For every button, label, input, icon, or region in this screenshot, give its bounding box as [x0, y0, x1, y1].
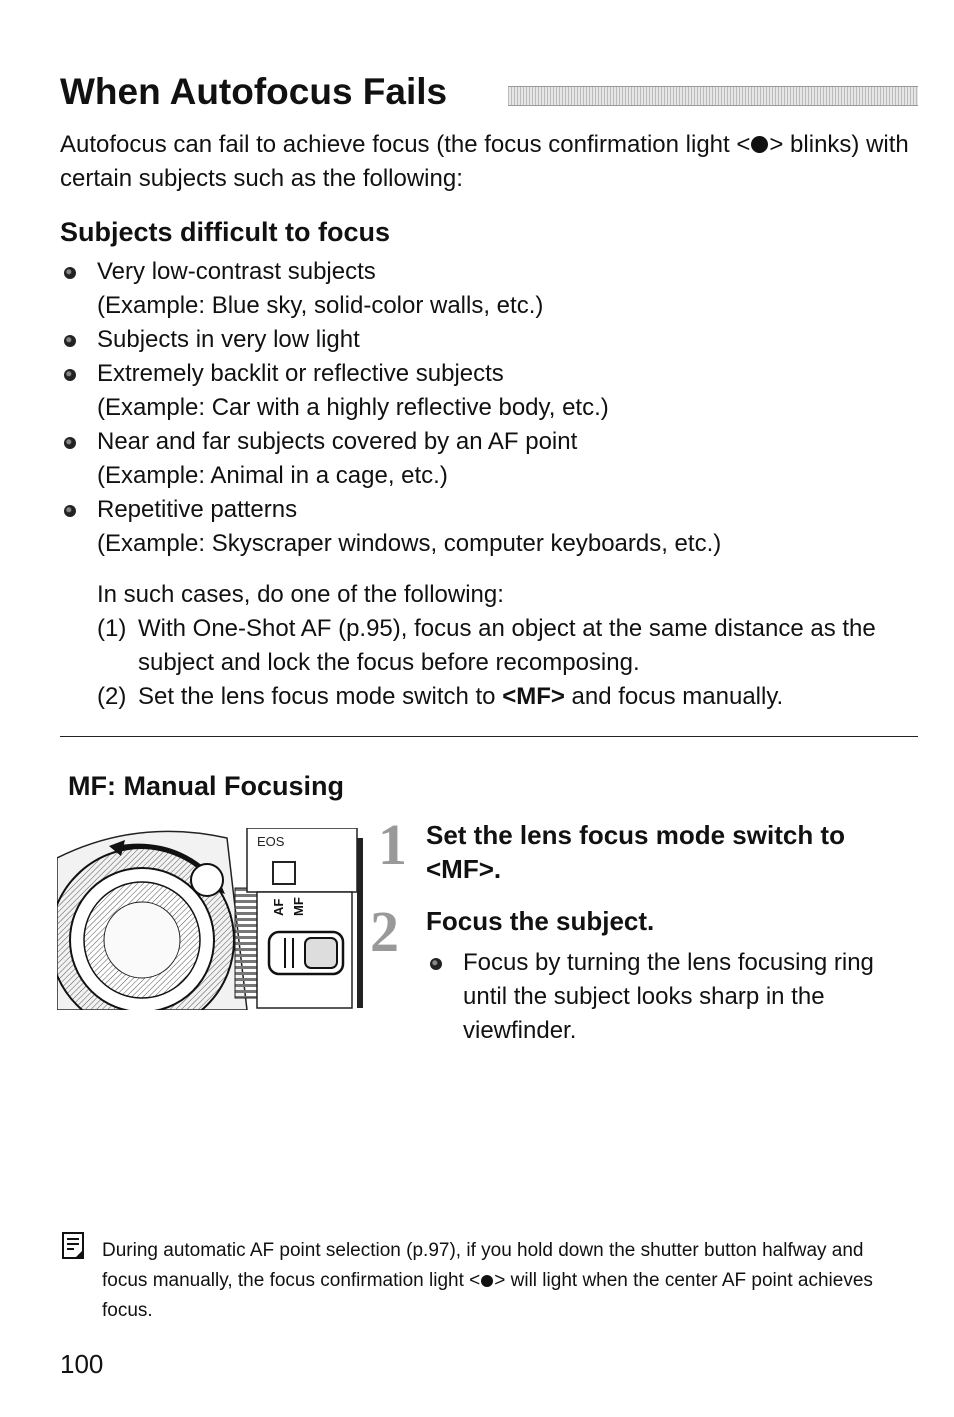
list-item — [60, 425, 910, 493]
intro-text-1: Autofocus can fail to achieve focus (the focus confirmation light < — [60, 131, 751, 158]
bullet-icon — [64, 437, 76, 449]
list-item — [60, 493, 910, 561]
note-icon — [62, 1232, 86, 1260]
bullet-icon — [64, 267, 76, 279]
lens-switch-illustration — [57, 828, 370, 1010]
title-row — [60, 66, 920, 118]
remedy-step-text-post: and focus manually. — [564, 683, 784, 710]
remedy-step-text-pre: Set the lens focus mode switch to — [138, 683, 503, 710]
note-text-2: > will light when the center AF point achieves focus. — [102, 1270, 873, 1321]
note-text — [102, 1236, 892, 1326]
item-example: (Example: Skyscraper windows, computer keyboards, etc.) — [97, 530, 722, 557]
note-text-1: During automatic AF point selection (p.97), if you hold down the shutter button halfway and focus manually, the focus confirmation light < — [102, 1240, 864, 1291]
focus-confirmation-light-icon — [481, 1275, 493, 1287]
item-text: Extremely backlit or reflective subjects — [97, 360, 504, 387]
item-text: Very low-contrast subjects — [97, 258, 376, 285]
remedy-step-text: With One-Shot AF (p.95), focus an object at the same distance as the subject and lock the focus before recomposing. — [138, 615, 876, 676]
step-2-bullets — [426, 946, 896, 1048]
remedy-step-number: (1) — [97, 615, 127, 642]
item-example: (Example: Blue sky, solid-color walls, etc.) — [97, 292, 544, 319]
focus-confirmation-light-icon — [751, 136, 768, 153]
subjects-list — [60, 255, 910, 561]
switch-mf-label: MF — [291, 897, 306, 916]
title-decorative-bar — [508, 86, 918, 106]
item-text: Near and far subjects covered by an AF point — [97, 428, 578, 455]
list-item — [426, 946, 896, 1048]
bullet-icon — [64, 369, 76, 381]
section-divider — [60, 736, 918, 737]
mf-heading: MF: Manual Focusing — [68, 771, 344, 801]
step-2-bullet-text: Focus by turning the lens focusing ring until the subject looks sharp in the viewfinder. — [463, 949, 874, 1044]
switch-af-label: AF — [271, 898, 286, 916]
remedy-step — [97, 612, 917, 680]
list-item — [60, 357, 910, 425]
page-title: When Autofocus Fails — [60, 71, 448, 112]
item-example: (Example: Animal in a cage, etc.) — [97, 462, 448, 489]
step-1-title: Set the lens focus mode switch to <MF>. — [426, 820, 845, 884]
item-example: (Example: Car with a highly reflective body, etc.) — [97, 394, 609, 421]
step-number-1: 1 — [378, 812, 407, 877]
intro-text-2: > blinks) with certain subjects such as the following: — [60, 131, 909, 192]
remedy-step-number: (2) — [97, 683, 127, 710]
remedy-step — [97, 680, 917, 714]
bullet-icon — [430, 958, 442, 970]
list-item — [60, 255, 910, 323]
page-number: 100 — [60, 1349, 104, 1379]
mf-mode-label: <MF> — [502, 683, 565, 710]
remedy-steps — [97, 612, 917, 714]
step-number-2: 2 — [370, 899, 399, 964]
intro-paragraph — [60, 128, 910, 196]
bullet-icon — [64, 335, 76, 347]
step-2-title: Focus the subject. — [426, 906, 655, 936]
camera-model-label: EOS — [257, 834, 285, 849]
remedy-intro: In such cases, do one of the following: — [97, 581, 504, 608]
list-item — [60, 323, 910, 357]
subjects-heading: Subjects difficult to focus — [60, 217, 391, 247]
bullet-icon — [64, 505, 76, 517]
item-text: Subjects in very low light — [97, 326, 360, 353]
item-text: Repetitive patterns — [97, 496, 298, 523]
